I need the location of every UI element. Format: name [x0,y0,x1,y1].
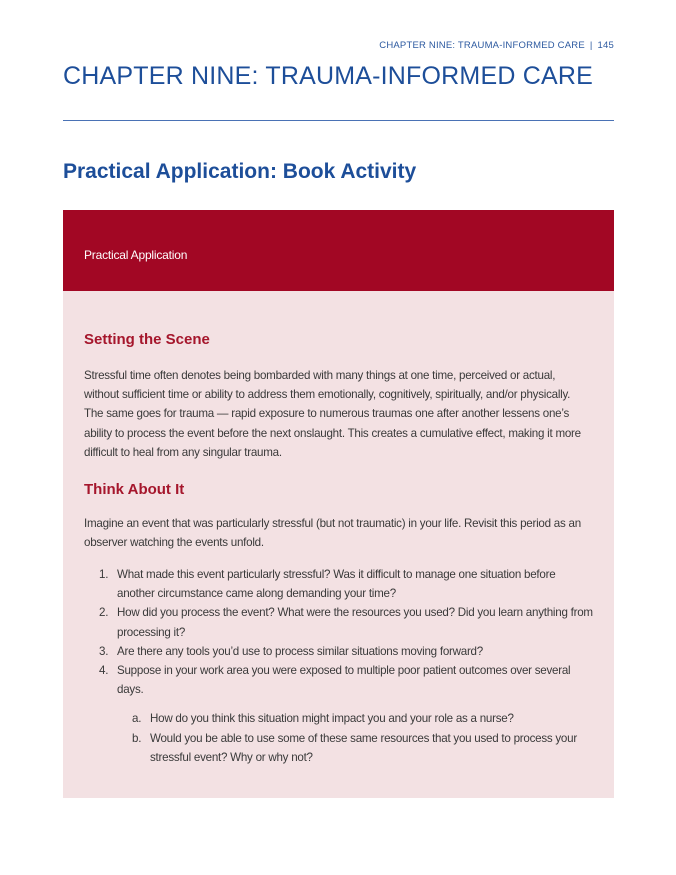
practical-application-callout [63,210,614,798]
chapter-title: CHAPTER NINE: TRAUMA-INFORMED CARE [63,62,593,90]
title-divider [63,120,614,121]
running-head [379,40,614,51]
list-item [84,603,594,641]
page-number: 145 [597,40,614,51]
list-item-text: How did you process the event? What were the resources you used? Did you learn anything from processing it? [117,606,593,639]
list-marker: b. [132,731,142,745]
list-item-text: How do you think this situation might impact you and your role as a nurse? [150,712,514,726]
list-item [84,565,594,603]
list-marker: 3. [99,644,109,658]
setting-the-scene-paragraph: Stressful time often denotes being bombarded with many things at one time, perceived or actual, without sufficient time or ability to address them emotionally, cognitively, spiritually, and/or physically. The same goes for trauma — rapid exposure to numerous traumas one after another lessens one’s ability to process the event before the next onslaught. This creates a cumulative effect, making it more difficult to heal from any singular trauma. [84,369,581,459]
running-head-separator: | [589,40,593,51]
list-item-text: Are there any tools you’d use to process similar situations moving forward? [117,644,483,658]
callout-header-label: Practical Application [84,248,188,262]
list-marker: 1. [99,568,109,581]
list-item [117,729,594,767]
sub-questions-list [117,709,594,767]
list-item [84,642,594,661]
list-item-text: Suppose in your work area you were exposed to multiple poor patient outcomes over several days. [117,664,571,697]
list-marker: a. [132,712,142,726]
setting-the-scene-heading: Setting the Scene [84,331,210,348]
list-marker: 4. [99,664,109,678]
list-item-text: Would you be able to use some of these same resources that you used to process your stressful event? Why or why not? [150,731,577,764]
section-heading: Practical Application: Book Activity [63,160,417,183]
running-head-chapter: CHAPTER NINE: TRAUMA-INFORMED CARE [379,40,585,51]
callout-header [63,210,614,291]
list-item-text: What made this event particularly stressful? Was it difficult to manage one situation before another circumstance came along demanding your time? [117,568,556,601]
list-marker: 2. [99,606,109,620]
think-about-it-paragraph: Imagine an event that was particularly stressful (but not traumatic) in your life. Revisit this period as an observer watching the events unfold. [84,517,581,550]
think-about-it-heading: Think About It [84,481,185,498]
list-item [84,661,594,767]
questions-list [84,565,594,767]
list-item [117,709,594,728]
